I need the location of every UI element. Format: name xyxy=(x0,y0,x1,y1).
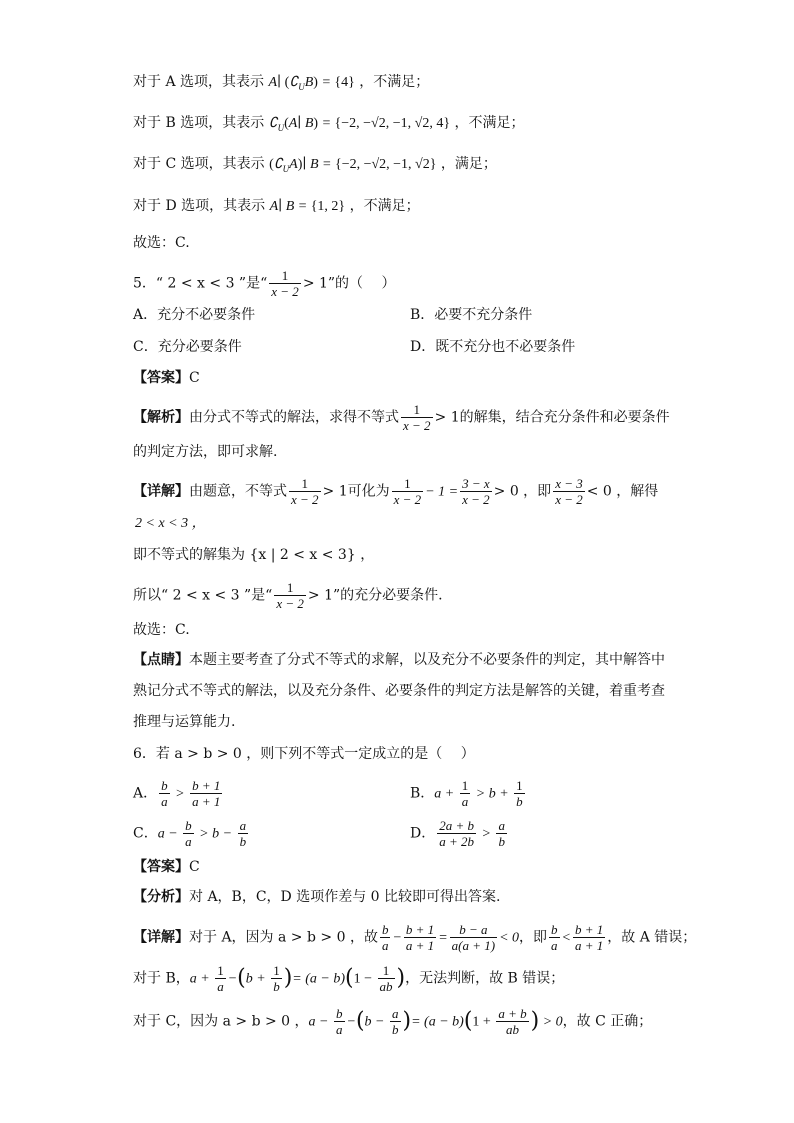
answer-tag: 【答案】 xyxy=(133,370,189,386)
q5-detail-1 xyxy=(133,476,658,507)
detail-b-text-1: 对于 B， xyxy=(133,970,190,987)
detail-fraction-3 xyxy=(460,476,492,507)
q5-stem xyxy=(133,268,396,299)
analysis-tag: 【解析】 xyxy=(133,409,189,426)
detail-tag: 【详解】 xyxy=(133,483,189,500)
q5-detail-3: 即不等式的解集为 {x | 2 < x < 3} ， xyxy=(133,547,375,563)
answer-tag: 【答案】 xyxy=(133,859,189,875)
q5-answer xyxy=(133,368,200,388)
detail-c-text-2: ，故 C 正确； xyxy=(562,1013,653,1030)
q5-stem-fraction xyxy=(269,268,301,299)
option-label: A． xyxy=(133,785,158,802)
text-a-suffix: ，不满足； xyxy=(354,74,430,90)
q5-detail-2: 2 < x < 3 ， xyxy=(135,516,206,531)
comment-tag: 【点睛】 xyxy=(133,652,189,668)
detail-text-8b: > 1”的充分必要条件. xyxy=(307,587,443,604)
detail-fraction-5 xyxy=(274,580,306,611)
q5-comment-1 xyxy=(133,650,665,670)
frac-numerator: 1 xyxy=(401,402,433,418)
math-b: $∁_U(A∣$ B) = {−2, −√2, −1, √2, 4} xyxy=(268,116,451,133)
q5-detail-4 xyxy=(133,580,443,611)
analysis-fraction xyxy=(401,402,433,433)
q6-analysis xyxy=(133,887,501,907)
analysis-tag: 【分析】 xyxy=(133,889,189,905)
detail-text-4: > 0 ，即 xyxy=(493,483,552,500)
line-option-d xyxy=(133,196,420,217)
math-a: A∣ $(∁_UB) = \{4\}$ xyxy=(268,75,355,92)
comment-text-1: 本题主要考查了分式不等式的求解，以及充分不必要条件的判定，其中解答中 xyxy=(189,652,665,668)
q6-stem: 6．若 a > b > 0 ，则下列不等式一定成立的是（ ） xyxy=(133,746,475,762)
q6-option-d: D． $\frac{2a + b}{a + 2b}$ > $\frac{a}{b}$ xyxy=(410,818,505,849)
answer-value: C xyxy=(189,859,200,875)
frac-denominator: x − 2 xyxy=(271,284,299,299)
analysis-text: 对 A，B，C，D 选项作差与 0 比较即可得出答案. xyxy=(189,889,501,905)
text-d-prefix: 对于 D 选项，其表示 xyxy=(133,198,270,214)
analysis-text: 由分式不等式的解法，求得不等式 xyxy=(189,409,399,426)
detail-text-2: > 1可化为 xyxy=(322,483,390,500)
option-label: C． xyxy=(133,825,158,842)
text-b-suffix: ，不满足； xyxy=(450,115,525,131)
q6-detail-c: 对于 C，因为 a > b > 0 ，a − $\frac{b}{a}$ −(b − $\frac{a}{b}$ )= (a − b)(1 + $\frac{a + b}{ab}$ ) > 0，故 C 正确； xyxy=(133,1006,653,1037)
q6-detail-a: 【详解】对于 A，因为 a > b > 0 ，故 $\frac{b}{a}$ − $\frac{b + 1}{a + 1}$ = $\frac{b - a}{a(a + 1)}$ < 0，即 $\frac{b}{a}$ < $\frac{b + 1}{a + 1}$ ，故 A 错误； xyxy=(133,922,697,953)
choose-line-2: 故选：C. xyxy=(133,622,190,638)
detail-a-text-3: ，故 A 错误； xyxy=(607,929,697,946)
q6-option-a: A． $\frac{b}{a}$ > $\frac{b + 1}{a + 1}$ xyxy=(133,778,221,809)
detail-text-1: 由题意，不等式 xyxy=(189,483,287,500)
q5-analysis-2: 的判定方法，即可求解. xyxy=(133,444,278,460)
frac-denominator: x − 2 xyxy=(555,492,583,507)
line-option-c xyxy=(133,154,497,179)
frac-numerator: 1 xyxy=(269,268,301,284)
answer-value: C xyxy=(189,370,200,386)
detail-text-3: − 1 = xyxy=(425,484,459,500)
frac-numerator: 1 xyxy=(289,476,321,492)
detail-text-5: < 0 ，解得 xyxy=(586,483,659,500)
detail-a-text-2: ，即 xyxy=(519,929,548,946)
text-b-prefix: 对于 B 选项，其表示 xyxy=(133,115,269,131)
frac-denominator: x − 2 xyxy=(403,418,431,433)
detail-b-text-2: ，无法判断，故 B 错误； xyxy=(405,970,565,987)
detail-a-text-1: 对于 A，因为 a > b > 0 ，故 xyxy=(189,929,378,946)
line-option-b xyxy=(133,113,525,138)
option-label: B． xyxy=(410,785,435,802)
detail-tag: 【详解】 xyxy=(133,929,189,946)
q6-detail-b: 对于 B，a + $\frac{1}{a}$ −(b + $\frac{1}{b}$ )= (a − b)(1 − $\frac{1}{ab}$ )，无法判断，故 B 错误； xyxy=(133,963,565,994)
q5-analysis-1 xyxy=(133,402,670,433)
math-d: A∣ B = {1, 2} xyxy=(269,199,346,214)
q6-option-c: C．a − $\frac{b}{a}$ > b − $\frac{a}{b}$ xyxy=(133,818,247,849)
frac-numerator: 1 xyxy=(274,580,306,596)
detail-c-text-1: 对于 C，因为 a > b > 0 ， xyxy=(133,1013,309,1030)
q5-option-a: A．充分不必要条件 xyxy=(133,307,256,323)
frac-numerator: x − 3 xyxy=(555,476,583,491)
frac-numerator: 1 xyxy=(392,476,424,492)
q6-option-b: B．a + $\frac{1}{a}$ > b + $\frac{1}{b}$ xyxy=(410,778,523,809)
detail-fraction-1 xyxy=(289,476,321,507)
frac-denominator: x − 2 xyxy=(462,492,490,507)
math-c: $(∁_UA)∣$ B = {−2, −√2, −1, √2} xyxy=(269,157,437,174)
detail-fraction-2 xyxy=(392,476,424,507)
line-option-a xyxy=(133,72,429,97)
text-d-suffix: ，不满足； xyxy=(345,198,420,214)
q5-comment-3: 推理与运算能力. xyxy=(133,714,236,730)
text-a-prefix: 对于 A 选项，其表示 xyxy=(133,74,269,90)
frac-denominator: x − 2 xyxy=(393,492,422,507)
analysis-text-2: > 1的解集，结合充分条件和必要条件 xyxy=(434,409,670,426)
q5-option-c: C．充分必要条件 xyxy=(133,339,242,355)
frac-numerator: 3 − x xyxy=(462,476,490,491)
q6-answer xyxy=(133,857,200,877)
option-label: D． xyxy=(410,825,436,842)
q5-option-d: D．既不充分也不必要条件 xyxy=(410,339,576,355)
choose-line-1: 故选：C. xyxy=(133,235,190,251)
q5-comment-2: 熟记分式不等式的解法，以及充分条件、必要条件的判定方法是解答的关键，着重考查 xyxy=(133,683,665,699)
frac-denominator: x − 2 xyxy=(291,492,319,507)
detail-fraction-4 xyxy=(553,476,585,507)
detail-text-8a: 所以“ 2 < x < 3 ”是“ xyxy=(133,587,273,604)
text-c-suffix: ，满足； xyxy=(436,156,497,172)
text-c-prefix: 对于 C 选项，其表示 xyxy=(133,156,270,172)
q5-stem-suffix: > 1”的（ ） xyxy=(302,275,396,292)
q5-stem-prefix: 5．“ 2 < x < 3 ”是“ xyxy=(133,275,268,292)
q5-option-b: B．必要不充分条件 xyxy=(410,307,533,323)
frac-denominator: x − 2 xyxy=(276,596,304,611)
